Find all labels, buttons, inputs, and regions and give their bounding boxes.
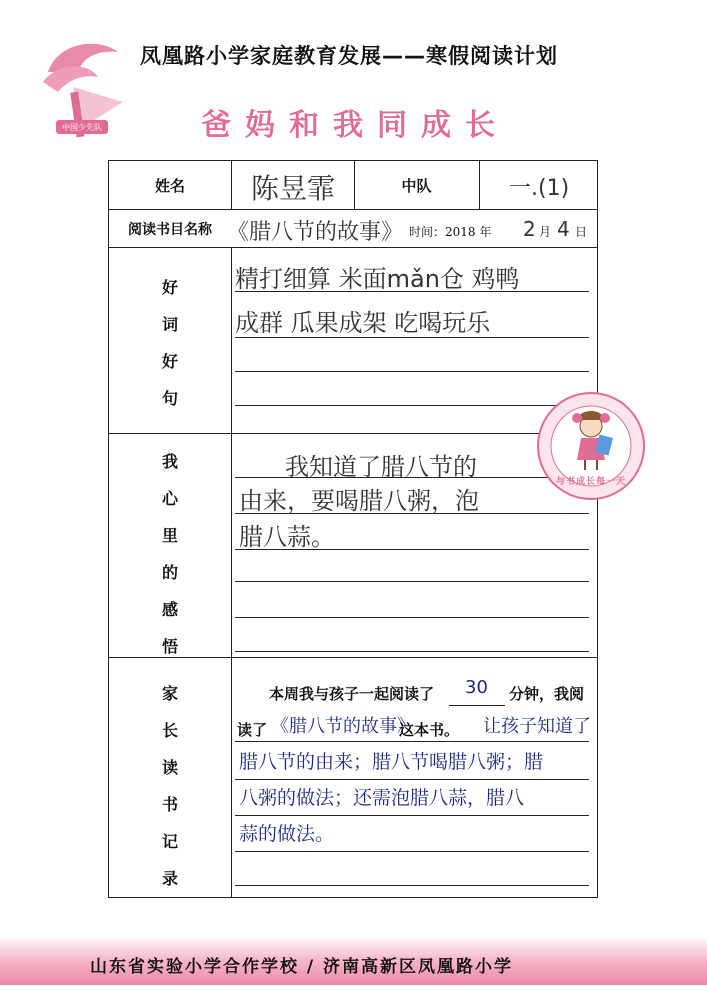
feelings-label: 我 心 里 的 感 悟 <box>161 452 178 656</box>
name-label: 姓名 <box>154 177 185 195</box>
squad-value: 一.(1) <box>509 176 570 201</box>
parent-text-3: 读了 <box>237 721 268 739</box>
footer-text: 山东省实验小学合作学校 / 济南高新区凤凰路小学 <box>90 957 514 977</box>
parent-text-1: 本周我与孩子一起阅读了 <box>269 685 435 703</box>
squad-label: 中队 <box>401 177 432 195</box>
parent-line-2: 八粥的做法；还需泡腊八蒜，腊八 <box>239 787 525 809</box>
date-label: 时间：2018 年 <box>409 225 492 239</box>
date-day-unit: 日 <box>575 225 588 239</box>
feelings-line-3: 腊八蒜。 <box>239 523 335 551</box>
school-title: 凤凰路小学家庭教育发展——寒假阅读计划 <box>140 44 558 68</box>
good-words-label: 好 词 好 句 <box>161 278 178 408</box>
good-words-line-1: 精打细算 米面mǎn仓 鸡鸭 <box>235 265 520 293</box>
parent-minutes: 30 <box>465 677 488 698</box>
page-subtitle: 爸妈和我同成长 <box>201 108 509 143</box>
parent-record-label: 家 长 读 书 记 录 <box>161 684 178 888</box>
feelings-line-1: 我知道了腊八节的 <box>285 453 477 481</box>
pioneer-torch-logo <box>28 32 148 152</box>
date-day: 4 <box>557 217 570 241</box>
parent-book: 《腊八节的故事》 <box>271 716 415 737</box>
svg-text:中国少先队: 中国少先队 <box>62 123 102 132</box>
book-title-value: 《腊八节的故事》 <box>227 220 404 245</box>
reading-stamp <box>535 390 647 502</box>
feelings-line-2: 由来，要喝腊八粥，泡 <box>239 487 479 515</box>
date-month: 2 <box>523 217 536 241</box>
parent-text-4: 这本书。 <box>399 721 460 739</box>
reading-record-table <box>108 160 598 898</box>
parent-line-0: 让孩子知道了 <box>483 716 591 737</box>
book-title-label: 阅读书目名称 <box>128 222 212 238</box>
parent-text-2: 分钟，我阅 <box>509 685 585 703</box>
good-words-line-2: 成群 瓜果成架 吃喝玩乐 <box>235 309 491 337</box>
date-month-unit: 月 <box>539 225 552 239</box>
parent-line-3: 蒜的做法。 <box>239 823 335 845</box>
parent-line-1: 腊八节的由来；腊八节喝腊八粥；腊 <box>239 751 544 773</box>
student-name: 陈昱霏 <box>251 172 336 205</box>
stamp-text: 与书成长每一天 <box>555 477 626 487</box>
